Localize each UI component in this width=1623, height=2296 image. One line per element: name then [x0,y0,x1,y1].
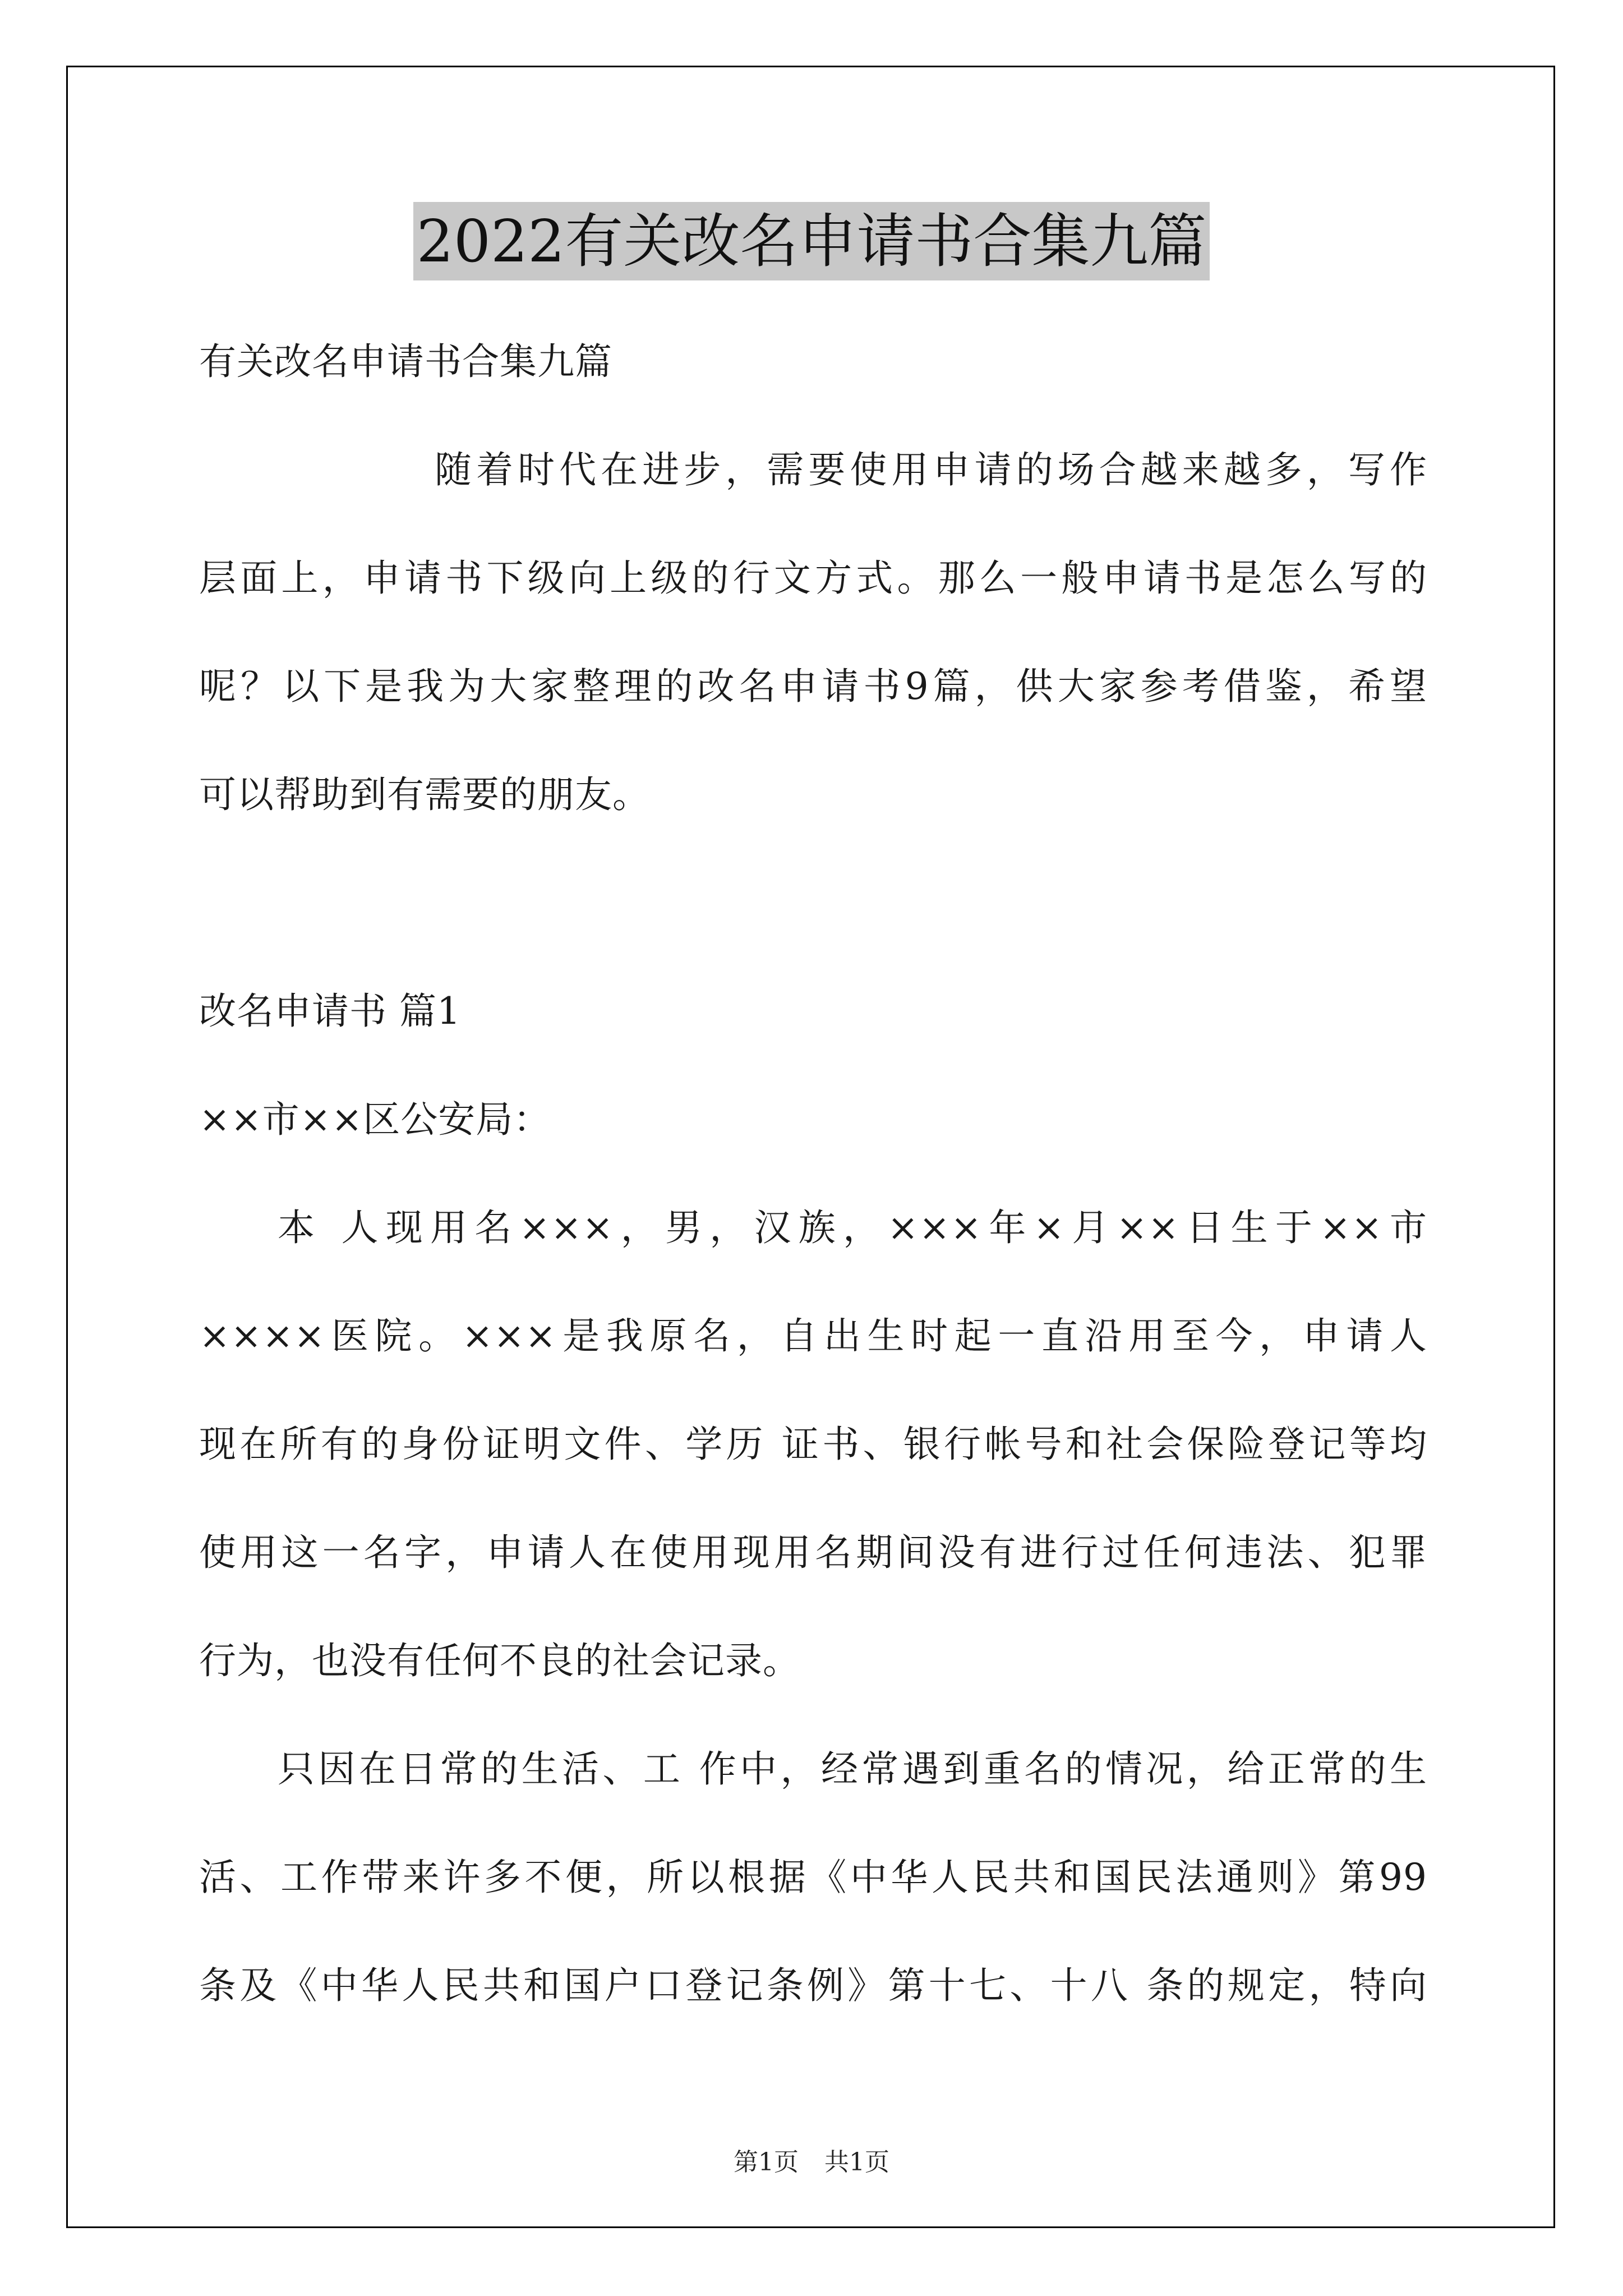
body-line: 本 人现用名×××，男，汉族，×××年×月××日生于××市 [278,1206,1427,1249]
body-line: 条及《中华人民共和国户口登记条例》第十七、十八 条的规定，特向 [199,1964,1427,2007]
intro-line: 层面上，申请书下级向上级的行文方式。那么一般申请书是怎么写的 [199,556,1427,600]
page-footer [0,2142,1623,2178]
body-line: 只因在日常的生活、工 作中，经常遇到重名的情况，给正常的生 [278,1747,1427,1791]
document-body [199,307,1427,2040]
document-title: 2022有关改名申请书合集九篇 [413,202,1210,280]
body-line: ××××医院。×××是我原名，自出生时起一直沿用至今，申请人 [199,1314,1427,1358]
intro-line: 可以帮助到有需要的朋友。 [199,773,650,816]
title-container [0,202,1623,280]
paragraph-gap [199,849,1427,957]
intro-line: 呢？以下是我为大家整理的改名申请书9篇，供大家参考借鉴，希望 [199,665,1427,708]
page-number: 第1页 [734,2148,799,2177]
body-line: 现在所有的身份证明文件、学历 证书、银行帐号和社会保险登记等均 [199,1423,1427,1466]
section-heading: 改名申请书 篇1 [199,990,461,1033]
body-line: 使用这一名字，申请人在使用现用名期间没有进行过任何违法、犯罪 [199,1531,1427,1574]
addressee: ××市××区公安局： [199,1098,551,1141]
intro-line: 随着时代在进步，需要使用申请的场合越来越多，写作 [435,448,1427,491]
page-total: 共1页 [824,2148,889,2177]
body-line: 行为，也没有任何不良的社会记录。 [199,1639,800,1682]
subtitle: 有关改名申请书合集九篇 [199,340,612,383]
body-line: 活、工作带来许多不便，所以根据《中华人民共和国民法通则》第99 [199,1856,1427,1899]
